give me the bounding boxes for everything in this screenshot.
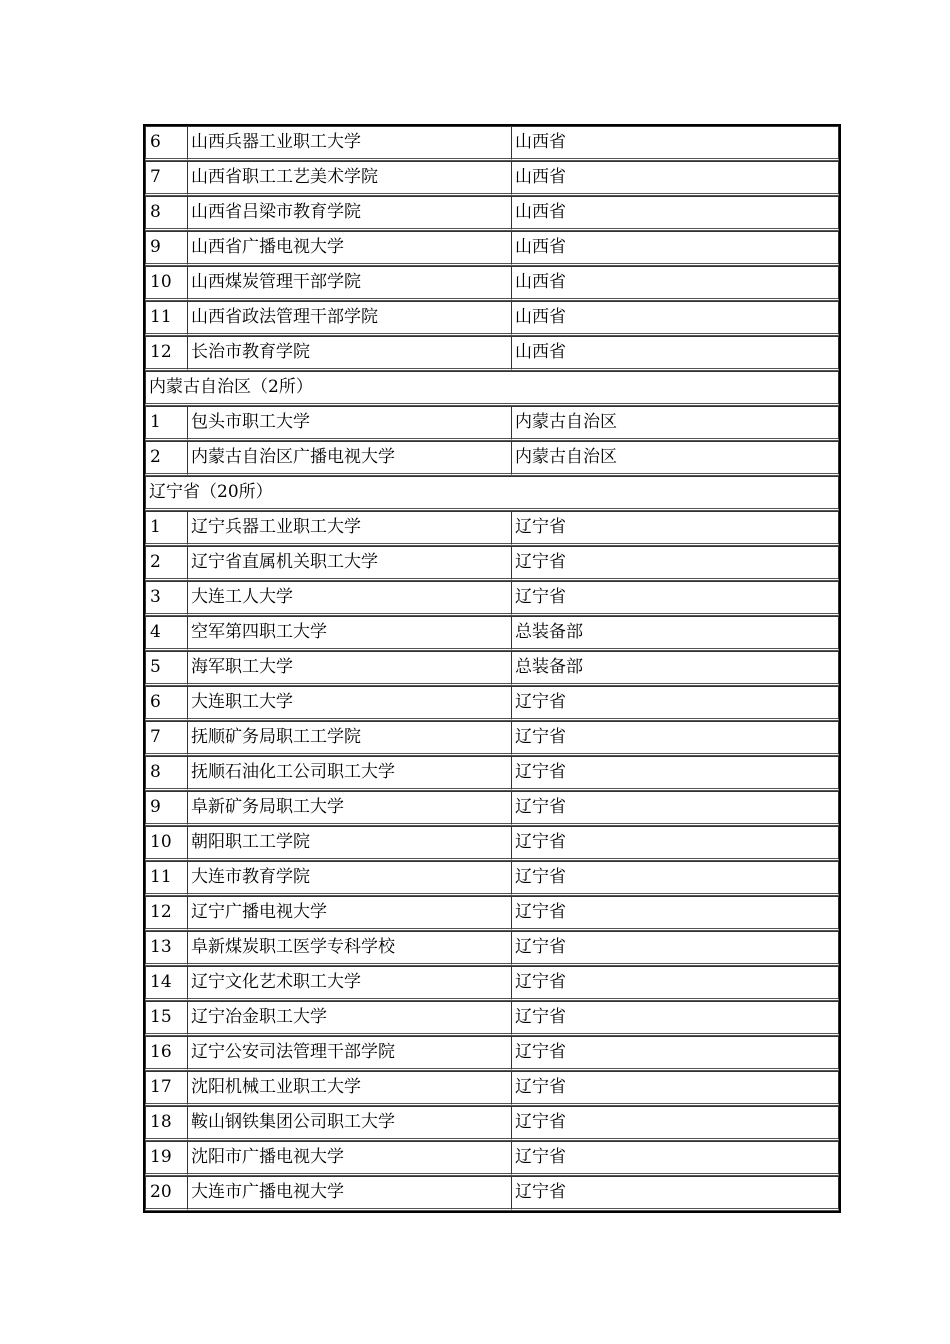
table-row xyxy=(145,616,839,651)
table-body xyxy=(145,126,839,1211)
institution-region: 辽宁省 xyxy=(511,826,839,861)
institution-name: 沈阳机械工业职工大学 xyxy=(187,1071,511,1106)
institution-name: 山西省广播电视大学 xyxy=(187,231,511,266)
row-number: 16 xyxy=(145,1036,187,1071)
institution-region: 辽宁省 xyxy=(511,686,839,721)
institution-region: 山西省 xyxy=(511,196,839,231)
institution-name: 包头市职工大学 xyxy=(187,406,511,441)
institution-region: 辽宁省 xyxy=(511,791,839,826)
institution-region: 辽宁省 xyxy=(511,721,839,756)
row-number: 18 xyxy=(145,1106,187,1141)
institution-region: 辽宁省 xyxy=(511,1001,839,1036)
row-number: 6 xyxy=(145,686,187,721)
row-number: 10 xyxy=(145,826,187,861)
row-number: 11 xyxy=(145,301,187,336)
institution-name: 海军职工大学 xyxy=(187,651,511,686)
row-number: 2 xyxy=(145,546,187,581)
province-group-heading: 辽宁省（20所） xyxy=(145,476,839,511)
table-row xyxy=(145,1141,839,1176)
institution-region: 辽宁省 xyxy=(511,1036,839,1071)
row-number: 17 xyxy=(145,1071,187,1106)
table-row xyxy=(145,301,839,336)
institution-region: 辽宁省 xyxy=(511,511,839,546)
institution-region: 辽宁省 xyxy=(511,1071,839,1106)
institution-name: 大连职工大学 xyxy=(187,686,511,721)
row-number: 4 xyxy=(145,616,187,651)
institution-region: 辽宁省 xyxy=(511,861,839,896)
institution-name: 辽宁兵器工业职工大学 xyxy=(187,511,511,546)
institution-region: 辽宁省 xyxy=(511,756,839,791)
row-number: 19 xyxy=(145,1141,187,1176)
row-number: 15 xyxy=(145,1001,187,1036)
institution-name: 抚顺矿务局职工工学院 xyxy=(187,721,511,756)
row-number: 14 xyxy=(145,966,187,1001)
table-row xyxy=(145,231,839,266)
table-row xyxy=(145,721,839,756)
table-row xyxy=(145,791,839,826)
institution-region: 辽宁省 xyxy=(511,1176,839,1211)
table-row xyxy=(145,161,839,196)
row-number: 5 xyxy=(145,651,187,686)
row-number: 9 xyxy=(145,791,187,826)
institution-region: 辽宁省 xyxy=(511,896,839,931)
table-row xyxy=(145,546,839,581)
row-number: 8 xyxy=(145,756,187,791)
row-number: 1 xyxy=(145,406,187,441)
table-row xyxy=(145,1176,839,1211)
institution-region: 辽宁省 xyxy=(511,1141,839,1176)
institution-name: 山西省吕梁市教育学院 xyxy=(187,196,511,231)
row-number: 7 xyxy=(145,161,187,196)
institution-table xyxy=(143,124,841,1213)
table-row xyxy=(145,1036,839,1071)
institution-list xyxy=(145,126,839,1211)
institution-name: 阜新煤炭职工医学专科学校 xyxy=(187,931,511,966)
row-number: 7 xyxy=(145,721,187,756)
table-row xyxy=(145,686,839,721)
province-group-heading: 内蒙古自治区（2所） xyxy=(145,371,839,406)
institution-region: 总装备部 xyxy=(511,616,839,651)
institution-region: 辽宁省 xyxy=(511,1106,839,1141)
institution-name: 朝阳职工工学院 xyxy=(187,826,511,861)
table-row xyxy=(145,1001,839,1036)
institution-name: 鞍山钢铁集团公司职工大学 xyxy=(187,1106,511,1141)
institution-name: 辽宁省直属机关职工大学 xyxy=(187,546,511,581)
institution-name: 大连市教育学院 xyxy=(187,861,511,896)
table-row xyxy=(145,826,839,861)
row-number: 12 xyxy=(145,336,187,371)
row-number: 10 xyxy=(145,266,187,301)
province-group-row xyxy=(145,371,839,406)
institution-region: 辽宁省 xyxy=(511,931,839,966)
row-number: 12 xyxy=(145,896,187,931)
institution-name: 阜新矿务局职工大学 xyxy=(187,791,511,826)
institution-name: 山西省职工工艺美术学院 xyxy=(187,161,511,196)
institution-name: 山西省政法管理干部学院 xyxy=(187,301,511,336)
row-number: 6 xyxy=(145,126,187,161)
table-row xyxy=(145,336,839,371)
table-row xyxy=(145,931,839,966)
institution-region: 山西省 xyxy=(511,336,839,371)
institution-name: 沈阳市广播电视大学 xyxy=(187,1141,511,1176)
institution-region: 山西省 xyxy=(511,126,839,161)
institution-name: 辽宁文化艺术职工大学 xyxy=(187,966,511,1001)
institution-name: 内蒙古自治区广播电视大学 xyxy=(187,441,511,476)
row-number: 9 xyxy=(145,231,187,266)
institution-region: 山西省 xyxy=(511,231,839,266)
institution-name: 辽宁广播电视大学 xyxy=(187,896,511,931)
row-number: 3 xyxy=(145,581,187,616)
institution-name: 抚顺石油化工公司职工大学 xyxy=(187,756,511,791)
table-row xyxy=(145,861,839,896)
province-group-row xyxy=(145,476,839,511)
table-row xyxy=(145,126,839,161)
institution-region: 内蒙古自治区 xyxy=(511,441,839,476)
table-row xyxy=(145,441,839,476)
institution-name: 山西兵器工业职工大学 xyxy=(187,126,511,161)
table-row xyxy=(145,651,839,686)
institution-name: 空军第四职工大学 xyxy=(187,616,511,651)
table-row xyxy=(145,1071,839,1106)
row-number: 1 xyxy=(145,511,187,546)
table-row xyxy=(145,406,839,441)
row-number: 20 xyxy=(145,1176,187,1211)
institution-name: 山西煤炭管理干部学院 xyxy=(187,266,511,301)
institution-region: 辽宁省 xyxy=(511,581,839,616)
institution-region: 总装备部 xyxy=(511,651,839,686)
institution-region: 内蒙古自治区 xyxy=(511,406,839,441)
table-row xyxy=(145,1106,839,1141)
table-row xyxy=(145,266,839,301)
table-row xyxy=(145,756,839,791)
institution-name: 辽宁冶金职工大学 xyxy=(187,1001,511,1036)
row-number: 8 xyxy=(145,196,187,231)
institution-name: 辽宁公安司法管理干部学院 xyxy=(187,1036,511,1071)
table-row xyxy=(145,511,839,546)
table-row xyxy=(145,581,839,616)
table-row xyxy=(145,966,839,1001)
institution-region: 山西省 xyxy=(511,301,839,336)
institution-name: 长治市教育学院 xyxy=(187,336,511,371)
institution-region: 辽宁省 xyxy=(511,546,839,581)
institution-region: 山西省 xyxy=(511,266,839,301)
row-number: 13 xyxy=(145,931,187,966)
institution-region: 山西省 xyxy=(511,161,839,196)
row-number: 11 xyxy=(145,861,187,896)
institution-region: 辽宁省 xyxy=(511,966,839,1001)
institution-name: 大连市广播电视大学 xyxy=(187,1176,511,1211)
row-number: 2 xyxy=(145,441,187,476)
table-row xyxy=(145,896,839,931)
institution-name: 大连工人大学 xyxy=(187,581,511,616)
table-row xyxy=(145,196,839,231)
